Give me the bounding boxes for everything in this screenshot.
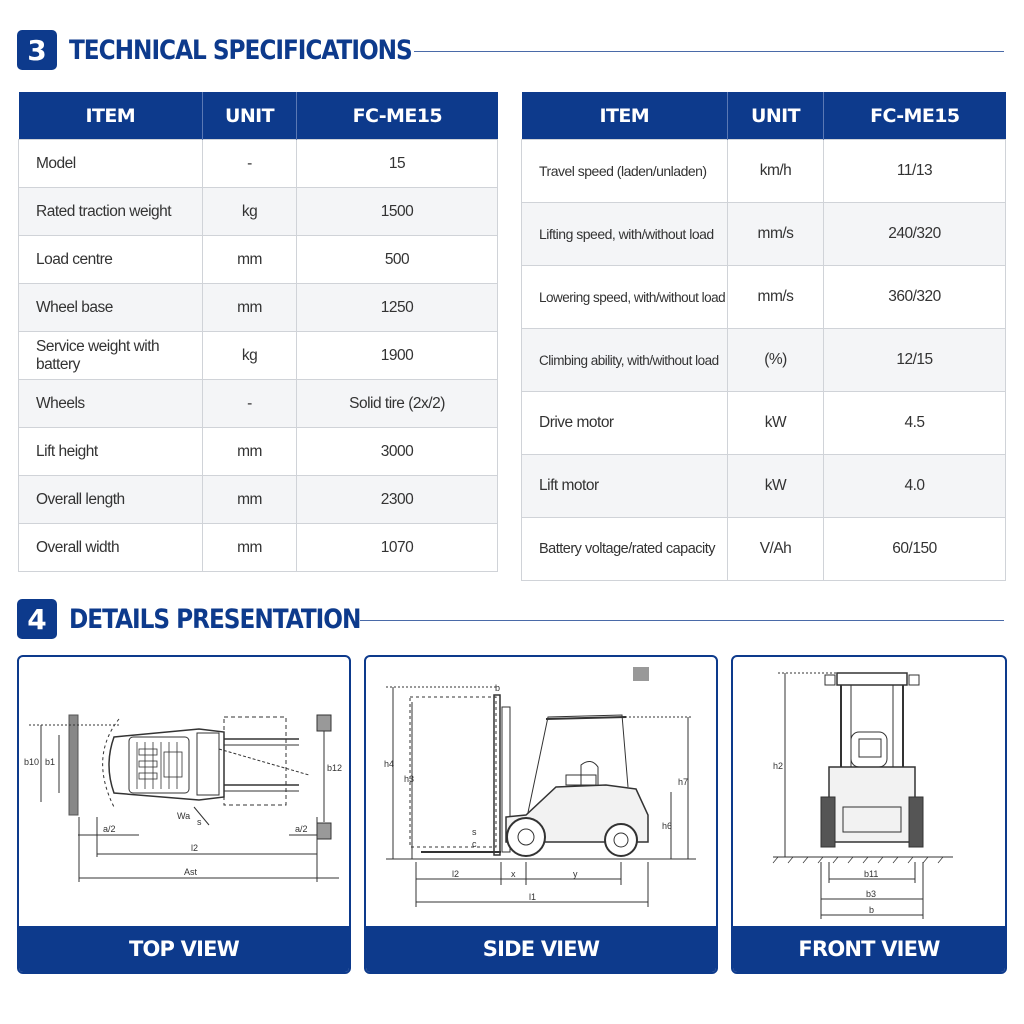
table-row — [19, 332, 498, 380]
cell-value: 4.5 — [824, 392, 1006, 455]
cell-item: Overall length — [19, 476, 203, 524]
table-row — [19, 476, 498, 524]
table-row — [19, 284, 498, 332]
cell-unit: - — [203, 140, 297, 188]
cell-unit: - — [203, 380, 297, 428]
table-row — [19, 140, 498, 188]
table-row — [522, 329, 1006, 392]
cell-unit: V/Ah — [728, 518, 824, 581]
cell-value: Solid tire (2x/2) — [297, 380, 498, 428]
cell-item: Service weight with battery — [19, 332, 203, 380]
dim-b10: b10 — [24, 757, 40, 767]
header-model: FC-ME15 — [297, 92, 498, 140]
side-view-label: SIDE VIEW — [366, 926, 716, 972]
cell-item: Battery voltage/rated capacity — [522, 518, 728, 581]
dim-b11: b11 — [864, 869, 879, 879]
spec-table-right — [521, 92, 1006, 581]
header-unit: UNIT — [728, 92, 824, 140]
cell-item: Travel speed (laden/unladen) — [522, 140, 728, 203]
dim-a2-right: a/2 — [295, 824, 308, 834]
cell-value: 1900 — [297, 332, 498, 380]
dim-y: y — [573, 869, 578, 879]
header-item: ITEM — [19, 92, 203, 140]
table-row — [522, 392, 1006, 455]
cell-value: 1250 — [297, 284, 498, 332]
header-model: FC-ME15 — [824, 92, 1006, 140]
dim-h2: h2 — [773, 761, 784, 771]
dim-x: x — [511, 869, 516, 879]
dim-l1: l1 — [529, 892, 537, 902]
table-row — [522, 203, 1006, 266]
dim-h4: h4 — [384, 759, 395, 769]
cell-unit: mm — [203, 524, 297, 572]
dim-l2: l2 — [191, 843, 199, 853]
cell-item: Wheels — [19, 380, 203, 428]
cell-value: 12/15 — [824, 329, 1006, 392]
dim-s: s — [197, 817, 202, 827]
side-view-drawing — [366, 657, 716, 927]
dim-a2-left: a/2 — [103, 824, 116, 834]
table-row — [522, 266, 1006, 329]
cell-value: 240/320 — [824, 203, 1006, 266]
cell-item: Load centre — [19, 236, 203, 284]
cell-unit: (%) — [728, 329, 824, 392]
table-row — [19, 380, 498, 428]
cell-unit: mm — [203, 476, 297, 524]
spec-table-left — [18, 92, 498, 572]
cell-unit: mm/s — [728, 266, 824, 329]
cell-value: 2300 — [297, 476, 498, 524]
cell-item: Overall width — [19, 524, 203, 572]
section-divider — [414, 51, 1004, 52]
section-title: TECHNICAL SPECIFICATIONS — [69, 34, 412, 66]
table-row — [522, 518, 1006, 581]
front-view-drawing — [733, 657, 1005, 927]
table-row — [522, 455, 1006, 518]
table-row — [19, 524, 498, 572]
section-header-details — [17, 599, 408, 639]
cell-value: 15 — [297, 140, 498, 188]
header-item: ITEM — [522, 92, 728, 140]
cell-unit: kW — [728, 455, 824, 518]
cell-value: 500 — [297, 236, 498, 284]
cell-item: Wheel base — [19, 284, 203, 332]
table-header-row — [522, 92, 1006, 140]
cell-unit: km/h — [728, 140, 824, 203]
dim-s: s — [472, 827, 477, 837]
dim-b: b — [495, 683, 501, 693]
section-header-specs — [17, 30, 468, 70]
table-row — [522, 140, 1006, 203]
hatch-marker — [633, 667, 649, 681]
cell-item: Model — [19, 140, 203, 188]
side-view-panel — [364, 655, 718, 974]
front-view-label: FRONT VIEW — [733, 926, 1005, 972]
cell-unit: mm — [203, 236, 297, 284]
dim-b: b — [869, 905, 875, 915]
dim-b3: b3 — [866, 889, 877, 899]
dim-b12: b12 — [327, 763, 343, 773]
dim-wa: Wa — [177, 811, 191, 821]
top-view-panel — [17, 655, 351, 974]
section-divider — [360, 620, 1004, 621]
table-header-row — [19, 92, 498, 140]
cell-item: Lift motor — [522, 455, 728, 518]
cell-value: 360/320 — [824, 266, 1006, 329]
cell-item: Lift height — [19, 428, 203, 476]
cell-item: Lifting speed, with/without load — [522, 203, 728, 266]
cell-unit: kg — [203, 332, 297, 380]
cell-unit: kW — [728, 392, 824, 455]
dim-h3: h3 — [404, 774, 415, 784]
dim-c: c — [472, 839, 477, 849]
cell-value: 3000 — [297, 428, 498, 476]
cell-value: 4.0 — [824, 455, 1006, 518]
cell-item: Rated traction weight — [19, 188, 203, 236]
top-view-drawing — [19, 657, 349, 927]
section-title: DETAILS PRESENTATION — [69, 603, 361, 635]
cell-item: Climbing ability, with/without load — [522, 329, 728, 392]
cell-item: Drive motor — [522, 392, 728, 455]
dim-l2: l2 — [452, 869, 460, 879]
dim-b1: b1 — [45, 757, 56, 767]
cell-value: 11/13 — [824, 140, 1006, 203]
table-row — [19, 236, 498, 284]
section-number: 4 — [17, 599, 57, 639]
dim-h6: h6 — [662, 821, 673, 831]
section-number: 3 — [17, 30, 57, 70]
cell-value: 1500 — [297, 188, 498, 236]
cell-unit: mm — [203, 428, 297, 476]
dim-h7: h7 — [678, 777, 689, 787]
cell-unit: kg — [203, 188, 297, 236]
table-row — [19, 188, 498, 236]
cell-unit: mm — [203, 284, 297, 332]
top-view-label: TOP VIEW — [19, 926, 349, 972]
header-unit: UNIT — [203, 92, 297, 140]
cell-value: 60/150 — [824, 518, 1006, 581]
dim-ast: Ast — [184, 867, 198, 877]
table-row — [19, 428, 498, 476]
cell-item: Lowering speed, with/without load — [522, 266, 728, 329]
cell-value: 1070 — [297, 524, 498, 572]
front-view-panel — [731, 655, 1007, 974]
cell-unit: mm/s — [728, 203, 824, 266]
